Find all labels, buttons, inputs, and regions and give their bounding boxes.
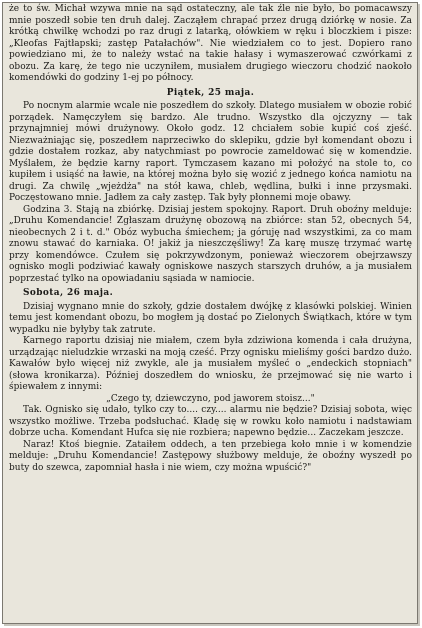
paragraph: Karnego raportu dzisiaj nie miałem, czem była zdziwiona komenda i cała drużyna, urządzając nieludzkie wrzaski na moją cześć. Przy ognisku mieliśmy gości bardzo dużo. Kawałów było więcej niż zwykle, ale ja musiałem myśleć o „endeckich stopniach" (słowa kronikarza). Później doszedłem do wniosku, że przejmować się nie warto i śpiewałem z innymi: <box>9 336 412 392</box>
paragraph: że to św. Michał wzywa mnie na sąd ostateczny, ale tak źle nie było, bo pomacawszy mnie poszedł sobie ten druh dalej. Zacząłem chrapać przez drugą dziórkę w nosie. Za krótką chwilkę wchodzi po raz drugi z latarką, ołówkiem w ręku i bloczkiem i pisze: „Kleofas Fajtłapski; zastęp Patałachów". Nie wiedziałem co to jest. Dopiero rano powiedziano mi, że to należy wstać na takie hałasy i wymaszerować czwórkami z obozu. Za karę, że tego nie uczyniłem, musiałem drugiego wieczoru chodzić naokoło komendówki do godziny 1-ej po północy. <box>9 4 412 83</box>
song-quote: „Czego ty, dziewczyno, pod jaworem stoisz..." <box>106 393 315 404</box>
book-page <box>2 2 418 624</box>
paragraph: Godzina 3. Stają na zbiórkę. Dzisiaj jestem spokojny. Raport. Druh oboźny melduje: „Druhu Komendancie! Zgłaszam drużynę obozową na zbiórce: stan 52, obecnych 54, nieobecnych 2 i t. d." Obóz wybucha śmiechem; ja góruję nad wszystkimi, za co mam znowu stawać do karniaka. O! jakiż ja nieszczęśliwy! Za karę muszę trzymać wartę przy komendówce. Czułem się pokrzywdzonym, ponieważ wieczorem obejrzawszy ognisko mogli podziwiać kawały ogniskowe naszych starszych druhów, a ja musiałem poprzestać tylko na opowiadaniu sąsiada w namiocie. <box>9 204 412 284</box>
paragraph: Po nocnym alarmie wcale nie poszedłem do szkoły. Dlatego musiałem w obozie robić porządek. Namęczyłem się bardzo. Ale trudno. Wszystko dla ojczyzny — tak przynajmniej mówi drużynowy. Około godz. 12 chciałem sobie kupić coś zjeść. Niezważniając się, poszedłem naprzeciwko do sklepiku, gdzie był komendant obozu i gdzie dostałem rozkaz, aby natychmiast po powrocie zameldować się w komendzie. Myślałem, że będzie karny raport. Tymczasem kazano mi położyć na stole to, co kupiłem i usiąść na ławie, na której można było się wozić z jednego końca namiotu na drugi. Za chwilę „wjeżdża" na stół kawa, chleb, wędlina, bułki i inne przysmaki. Poczęstowano mnie. Jadłem za cały zastęp. Tak były płonnemi moje obawy. <box>9 101 412 203</box>
page-text <box>9 4 412 474</box>
paragraph: Dzisiaj wygnano mnie do szkoły, gdzie dostałem dwójkę z klasówki polskiej. Winien temu jest komendant obozu, bo mogłem ją dostać po Zielonych Świątkach, które w tym wypadku nie byłyby tak zatrute. <box>9 301 412 335</box>
paragraph: Tak. Ognisko się udało, tylko czy to.... czy.... alarmu nie będzie? Dzisiaj sobota, więc wszystko możliwe. Trzeba podsłuchać. Kładę się w rowku koło namiotu i nadstawiam dobrze ucha. Komendant Hufca się nie rozbiera; napewno będzie... Zaczekam jeszcze. <box>9 405 412 438</box>
date-heading: Piątek, 25 maja. <box>166 87 255 98</box>
paragraph: Naraz! Ktoś biegnie. Zataiłem oddech, a ten przebiega koło mnie i w komendzie melduje: „Druhu Komendancie! Zastępowy służbowy melduje, że oboźny wyszedł po buty do szewca, zapomniał hasła i nie wiem, czy można wpuścić?" <box>9 439 412 473</box>
date-heading: Sobota, 26 maja. <box>23 288 114 298</box>
